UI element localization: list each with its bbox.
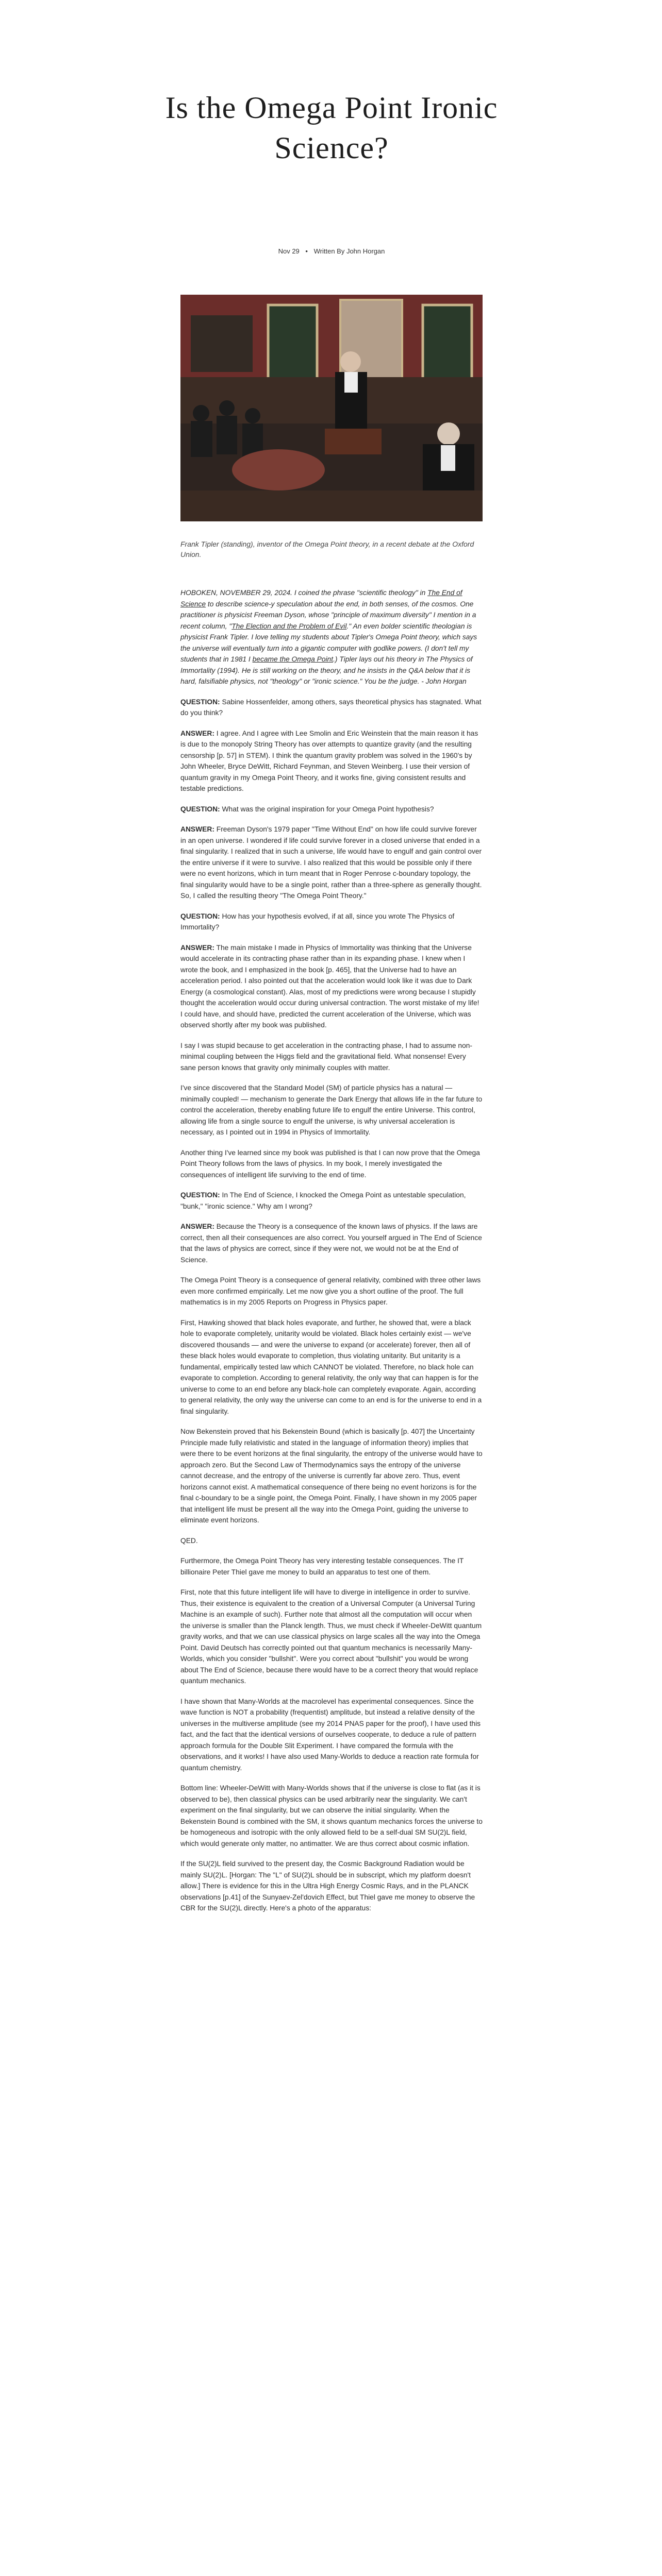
link-became-omega-point[interactable]: became the Omega Point [252,655,334,663]
hero-caption: Frank Tipler (standing), inventor of the Omega Point theory, in a recent debate at the Oxford Union. [180,540,474,558]
paragraph-text: If the SU(2)L field survived to the present day, the Cosmic Background Radiation would be mainly SU(2)L. [Horgan: The "L" of SU(2)L should be in subscript, which my platform doesn't allow.] There is evidence for this in the Ultra High Energy Cosmic Rays, and in the PLANCK observations [p.41] of the Sunyaev-Zel'dovich Effect, but Thiel gave me money to observe the CBR for the SU(2)L directly. Here's a photo of the apparatus: [180,1860,475,1912]
qa-text: Freeman Dyson's 1979 paper "Time Without End" on how life could survive forever in an open universe. I wondered if life could survive forever in a closed universe that ended in a final singularity. I realized that in such a universe, life would have to engulf and gain control over the entire universe if it were to survive. I also realized that this would be possible only if there were no event horizons, which in turn meant that in Roger Penrose c-boundary topology, the final singularity would have to be a single point, rather than a three-sphere as generally thought. So, I called the resulting theory "The Omega Point Theory." [180,825,482,900]
paragraph2-item [180,1587,483,1687]
qa-label: ANSWER: [180,1223,214,1230]
paragraph-text: I have shown that Many-Worlds at the macrolevel has experimental consequences. Since the wave function is NOT a probability (frequentist) amplitude, but instead a relative density of the universes in the multiverse amplitude (see my 2014 PNAS paper for the proof), I have used this fact, and the fact that the identical versions of ourselves cooperate, to deduce a rule of pattern approach formula for the Double Slit Experiment. I have compared the formula with the observations, and it works! I have also used Many-Worlds to deduce a reaction rate formula for quantum chemistry. [180,1697,481,1772]
paragraph-item [180,1040,483,1074]
paragraph2-item [180,1696,483,1774]
qa-text: In The End of Science, I knocked the Omega Point as untestable speculation, "bunk," "ironic science." Why am I wrong? [180,1191,466,1210]
qa-label: ANSWER: [180,825,214,833]
qa-label: ANSWER: [180,729,214,737]
qa-text: Because the Theory is a consequence of the known laws of physics. If the laws are correct, then all their consequences are also correct. You yourself argued in The End of Science that the laws of physics are correct, since if they were not, we would not be at the End of Science. [180,1223,482,1264]
paragraph2-item [180,1555,483,1578]
paragraph-text: Now Bekenstein proved that his Bekenstein Bound (which is basically [p. 407] the Uncertainty Principle made fully relativistic and stated in the language of information theory) implies that were there to be event horizons at the final singularity, the entropy of the universe would have to approach zero. But the Second Law of Thermodynamics says the entropy of the universe cannot decrease, and the entropy of the universe is currently far above zero. Thus, event horizons cannot exist. A mathematical consequence of there being no event horizons is for the final c-boundary to be a single point, the Omega Point. Finally, I have shown in my 2005 paper that intelligent life must be present all the way into the Omega Point, guiding the universe to eliminate event horizons. [180,1428,483,1524]
qa-item [180,942,483,1031]
qa-label: ANSWER: [180,943,214,952]
qa-label: QUESTION: [180,805,220,813]
page-title: Is the Omega Point Ironic Science? [165,91,498,165]
intro-text-2: to describe science-y speculation about the end, in both senses, of the cosmos. One practitioner is physicist Freeman Dyson, whose "principle of maximum diversity" I mention in a recent column, " [180,600,476,630]
qa2-item [180,1221,483,1265]
paragraph-item [180,1082,483,1138]
link-election-problem-of-evil[interactable]: The Election and the Problem of Evil [231,622,347,630]
intro-paragraph [180,587,483,687]
paragraph2-item [180,1783,483,1849]
paragraph-section [180,1040,483,1181]
qa2-item [180,1190,483,1212]
paragraph-item [180,1147,483,1181]
paragraph-text: QED. [180,1536,198,1545]
qa-section [180,697,483,1031]
qa-text: What was the original inspiration for your Omega Point hypothesis? [222,805,434,813]
meta-separator: • [305,247,308,255]
article-body [180,587,483,1923]
intro-text-4: .) Tipler lays out his theory in The Physics of Immortality (1994). He is still working on the theory, and he insists in the Q&A below that it is hard, falsifiable physics, not "theology" or "ironic science." You be the judge. - John Horgan [180,655,473,685]
paragraph2-item [180,1535,483,1547]
qa-item [180,804,483,815]
intro-text-3: ." An even bolder scientific theologian is physicist Frank Tipler. I love telling my students about Tipler's Omega Point theory, which says the universe will eventually turn into a gigantic computer with godlike powers. (I don't tell my students that in 1981 I [180,622,477,663]
qa-item [180,911,483,933]
qa-item [180,697,483,719]
hero-photo-illustration [180,295,483,521]
link-end-of-science[interactable]: The End of Science [180,589,462,608]
paragraph2-item [180,1858,483,1914]
qa-section-2 [180,1190,483,1265]
hero-photo-oxford-debate [180,295,483,521]
post-date: Nov 29 [278,247,300,255]
qa-item [180,728,483,794]
paragraph2-item [180,1426,483,1526]
qa-label: QUESTION: [180,1191,220,1199]
paragraph2-item [180,1275,483,1308]
paragraph-text: I've since discovered that the Standard Model (SM) of particle physics has a natural — minimally coupled! — mechanism to generate the Dark Energy that allows life in the far future to control the acceleration, thereby enabling future life to engulf the entire Universe. This control, allowing life from a single source to engulf the universe, is why universal acceleration is necessary, as I pointed out in 1994 in Physics of Immortality. [180,1084,483,1136]
paragraph2-item [180,1317,483,1417]
paragraph-section-2 [180,1275,483,1914]
paragraph-text: Furthermore, the Omega Point Theory has very interesting testable consequences. The IT billionaire Peter Thiel gave me money to build an apparatus to test one of them. [180,1557,464,1576]
post-author: Written By John Horgan [313,247,385,255]
qa-text: The main mistake I made in Physics of Immortality was thinking that the Universe would accelerate in its contracting phase rather than in its expanding phase. I knew when I wrote the book, and I emphasized in the book [p. 465], that the Universe had to have an acceleration period. I also pointed out that the acceleration would look like it was due to Dark Energy (a cosmological constant). Alas, most of my predictions were wrong because I stupidly thought the acceleration would occur during universal contraction. The worst mistake of my life! I could have, and should have, predicted the current acceleration of the Universe, which was observed shortly after my book was published. [180,943,479,1029]
qa-text: Sabine Hossenfelder, among others, says theoretical physics has stagnated. What do you think? [180,698,482,717]
paragraph-text: I say I was stupid because to get acceleration in the contracting phase, I had to assume non-minimal coupling between the Higgs field and the gravitational field. What nonsense! Every sane person knows that gravity only minimally couples with matter. [180,1041,473,1072]
paragraph-text: First, Hawking showed that black holes evaporate, and further, he showed that, were a black hole to evaporate completely, unitarity would be violated. Black holes certainly exist — we've discovered thousands — and were the universe to expand (or accelerate) forever, then all of these black holes would evaporate to completion, thus violating unitarity. But unitarity is a fundamental, empirically tested law which CANNOT be violated. Therefore, no black hole can evaporate to completion. According to general relativity, the only way that can happen is for the universe to come to an end before any black-hole can completely evaporate. Again, according to general relativity, the only way the universe can come to an end is for the universe to end in a final singularity. [180,1318,482,1415]
qa-label: QUESTION: [180,698,220,706]
paragraph-text: Bottom line: Wheeler-DeWitt with Many-Worlds shows that if the universe is close to flat (as it is observed to be), then classical physics can be used arbitrarily near the singularity. We can't experiment on the final singularity, but we can observe the initial singularity. When the Bekenstein Bound is combined with the SM, it shows quantum mechanics forces the universe to be homogeneous and isotropic with the only allowed field to be a self-dual SM SU(2)L field, which would generate only matter, no antimatter. We are thus correct about cosmic inflation. [180,1784,483,1848]
intro-text-1: HOBOKEN, NOVEMBER 29, 2024. I coined the phrase "scientific theology" in [180,589,428,597]
qa-item [180,824,483,902]
paragraph-text: The Omega Point Theory is a consequence of general relativity, combined with three other laws even more confirmed empirically. Let me now give you a short outline of the proof. The full mathematics is in my 2005 Reports on Progress in Physics paper. [180,1276,481,1306]
qa-text: How has your hypothesis evolved, if at all, since you wrote The Physics of Immortality? [180,912,455,931]
qa-text: I agree. And I agree with Lee Smolin and Eric Weinstein that the main reason it has is due to the monopoly String Theory has over attempts to quantize gravity (and the resulting censorship [p. 57] in STEM). I think the quantum gravity problem was solved in the 1960's by John Wheeler, Bryce DeWitt, Richard Feynman, and Steven Weinberg. I use their version of quantum gravity in my Omega Point Theory, and it works fine, giving consistent results and testable predictions. [180,729,478,792]
paragraph-text: First, note that this future intelligent life will have to diverge in intelligence in order to survive. Thus, their existence is equivalent to the creation of a Universal Computer (a Universal Turing Machine is an example of such). Further note that almost all the computation will occur when the universe is smaller than the Planck length. Thus, we must check if Wheeler-DeWitt quantum gravity works, and that we can use classical physics on large scales all the way into the Omega Point. David Deutsch has correctly pointed out that quantum mechanics is necessarily Many-Worlds, which you consider "bullshit". Were you correct about "bullshit" you would be wrong about The End of Science, because there would have to be a correct theory that would replace quantum mechanics. [180,1588,482,1685]
paragraph-text: Another thing I've learned since my book was published is that I can now prove that the Omega Point Theory follows from the laws of physics. In my book, I merely investigated the consequences of intelligent life surviving to the end of time. [180,1148,480,1179]
qa-label: QUESTION: [180,912,220,920]
post-meta [180,247,483,255]
